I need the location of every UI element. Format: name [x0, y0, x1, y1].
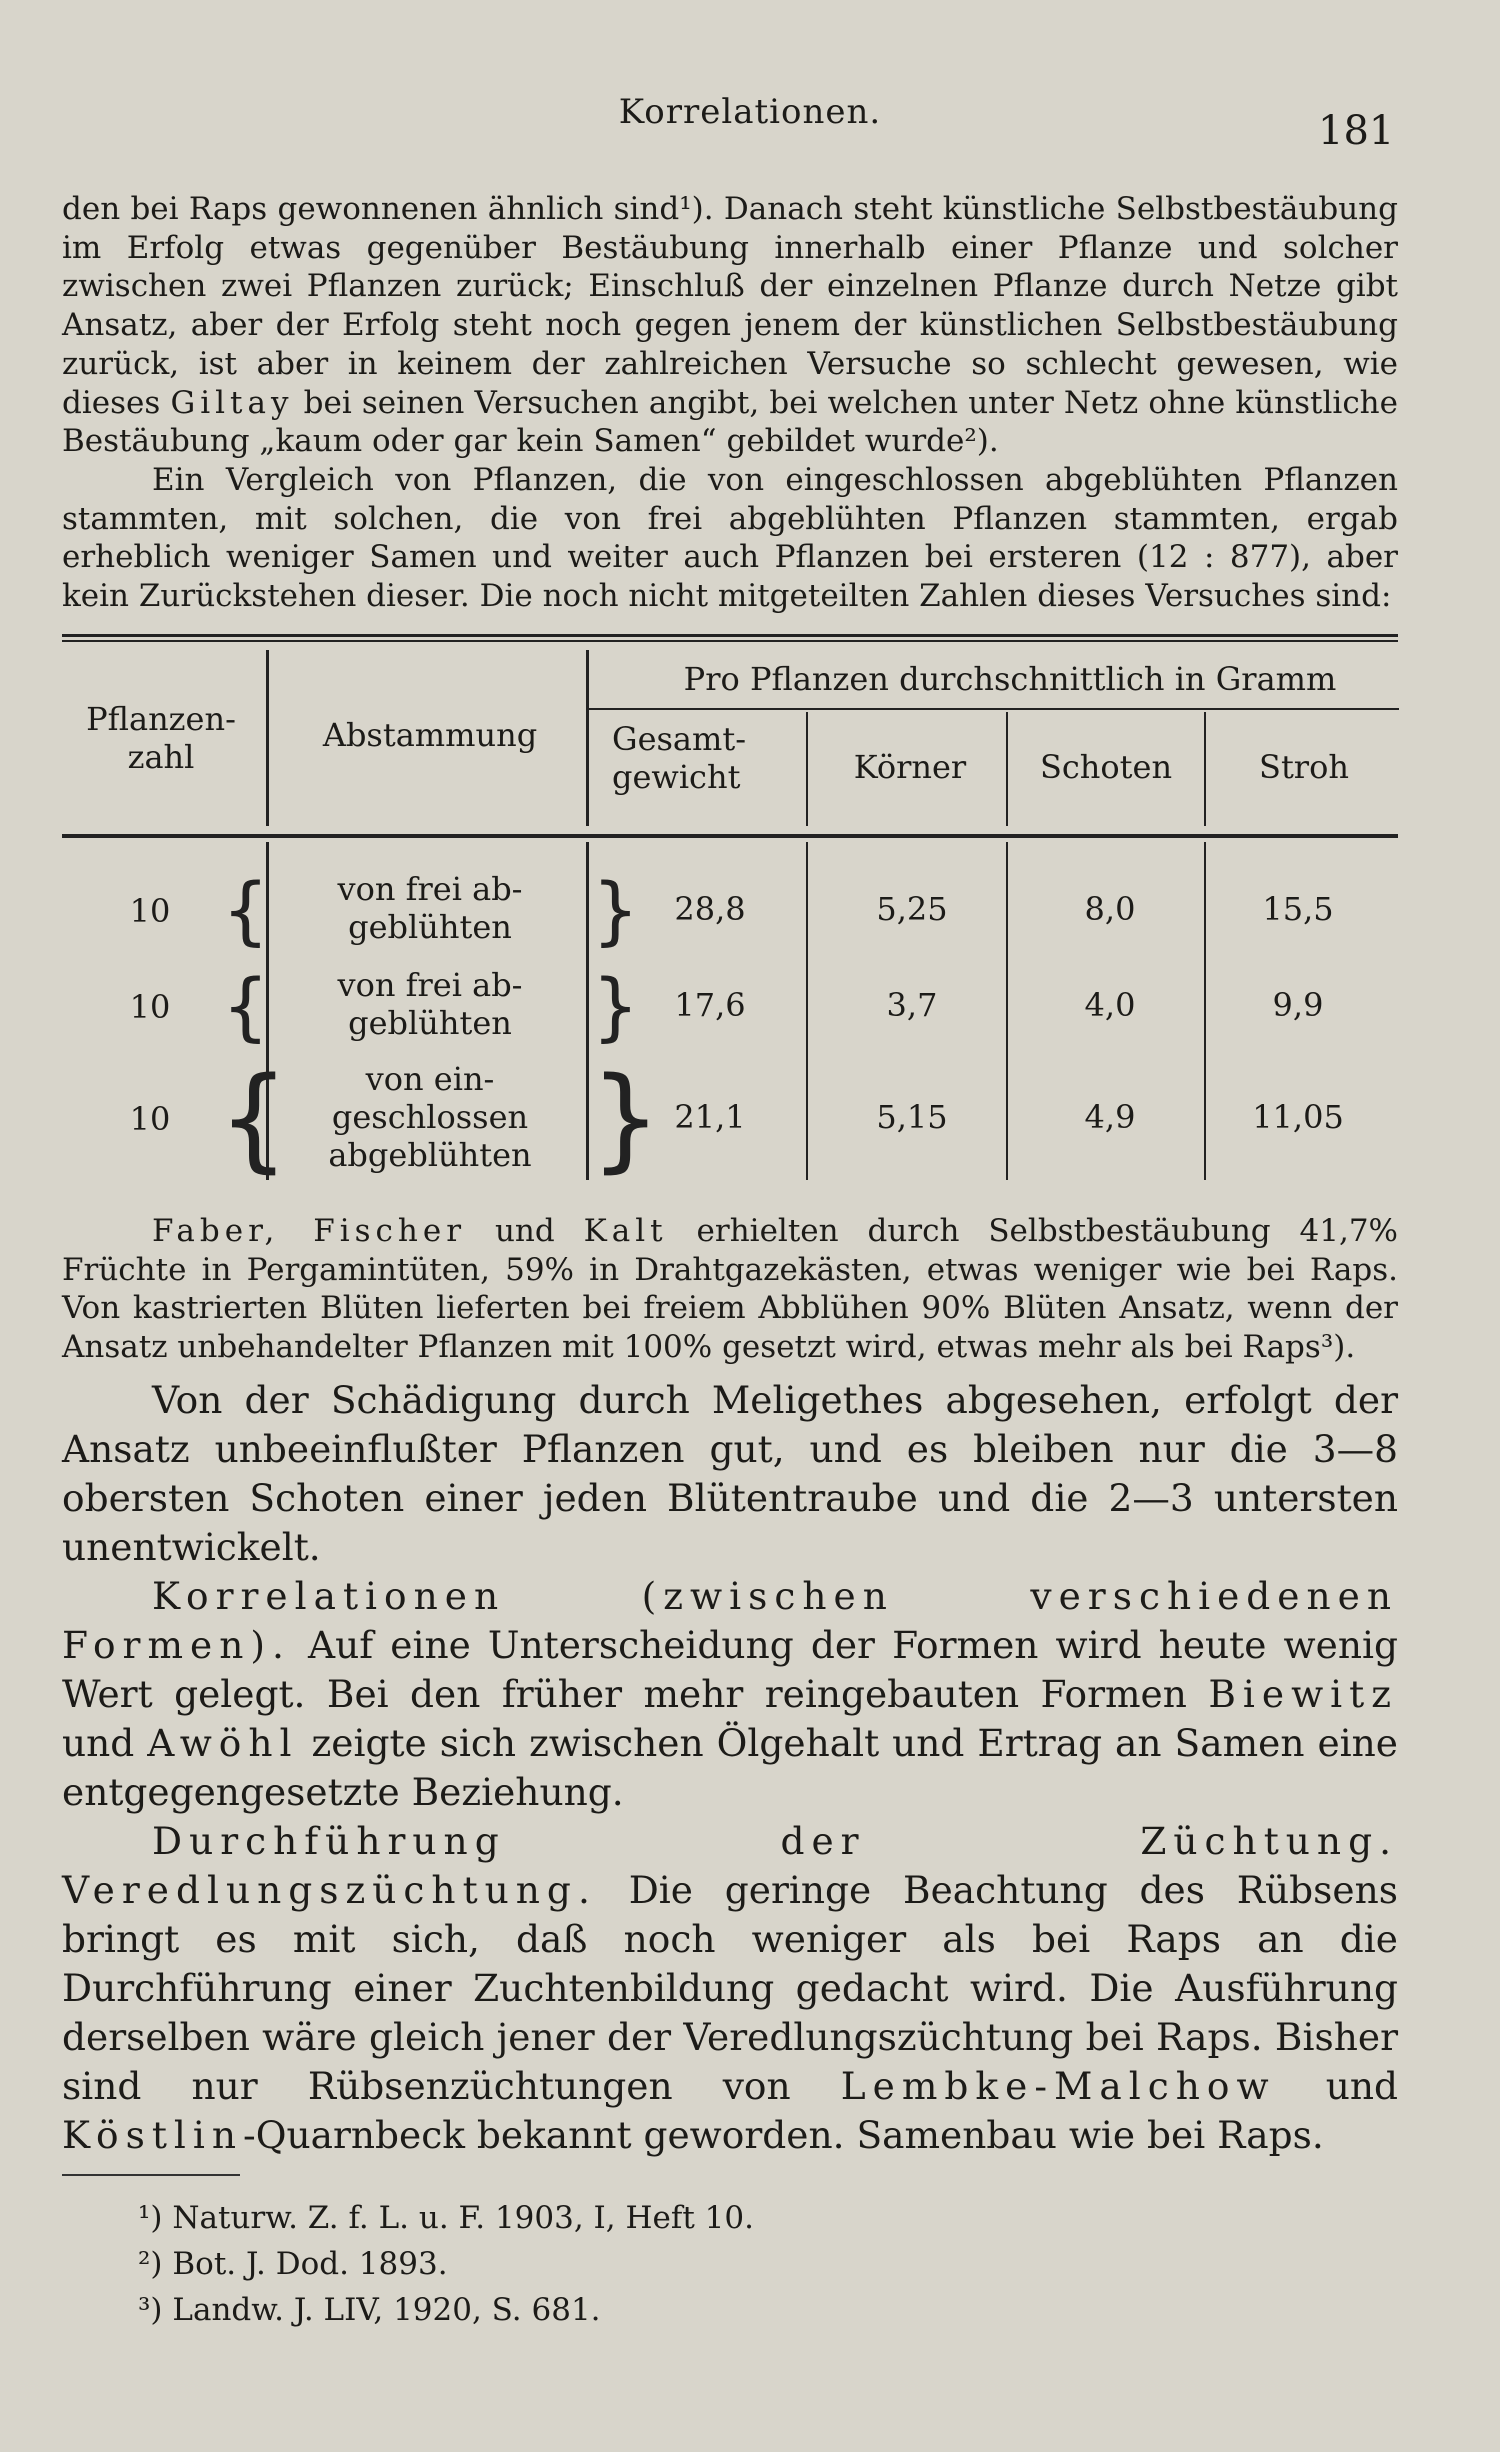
col-header-grains: Körner: [853, 748, 967, 786]
after-table-text: [62, 1212, 1398, 1367]
breeder-koestlin: Köstlin: [62, 2113, 244, 2157]
table-group-header: Pro Pflanzen durchschnittlich in Gramm: [683, 660, 1337, 698]
body-text: [62, 1376, 1398, 2160]
form-biewitz: Biewitz: [1208, 1672, 1398, 1716]
authors: Faber, Fischer: [152, 1213, 467, 1249]
footnote-3: ³) Landw. J. LIV, 1920, S. 681.: [138, 2292, 601, 2328]
footnote-2: ²) Bot. J. Dod. 1893.: [138, 2246, 448, 2282]
after-table-paragraph: Faber, Fischer und Kalt erhielten durch Selbstbestäubung 41,7% Früchte in Pergamintüten, 59% in Drahtgazekästen, etwas weniger wie bei Raps. Von kastrierten Blüten lieferten bei freiem Abblühen 90% Blüten Ansatz, wenn der Ansatz unbehandelter Pflanzen mit 100% gesetzt wird, etwas mehr als bei Raps³).: [62, 1213, 1399, 1366]
table-header-rule: [62, 834, 1398, 838]
brace-icon: }: [590, 1054, 662, 1184]
page: Korrelationen. 181 den bei Raps gewonnenen ähnlich sind¹). Danach steht künstliche Selbstbestäubung im Erfolg etwas gegenüber Bestäubung innerhalb einer Pflanze und solcher zwischen zwei Pflanzen zurück; Einschluß der einzelnen Pflanze durch Netze gibt Ansatz, aber der Erfolg steht noch gegen jenem der künstlichen Selbstbestäubung zurück, ist aber in keinem der zahlreichen Versuche so schlecht gewesen, wie dieses Giltay bei seinen Versuchen angibt, bei welchen unter Netz ohne künstliche Bestäubung „kaum oder gar kein Samen“ gebildet wurde²). Ein Vergleich von Pflanzen, die von eingeschlossen abgeblühten Pflanzen stammten, mit solchen, die von frei abgeblühten Pflanzen stammten, ergab erheblich weniger Samen und weiter auch Pflanzen bei ersteren (12 : 877), aber kein Zurückstehen dieser. Die noch nicht mitgeteilten Zahlen dieses Versuches sind: Pro Pflanzen durchschnittlich in Gramm Pflanzen- zahl Abstammung Gesamt- gewicht Körner Schoten Stroh 10 { von frei ab- geblühten } 28,8 5,25 8,0 15,5 10 { von frei ab- geblühten } 17,6 3,7 4,0 9,9 10 { von ein- geschlossen abgeblühten } 21,1 5,15 4,9 11,05 Faber, Fischer und Kalt erhielten durch Selbstbestäubung 41,7% Früchte in Pergamintüten, 59% in Drahtgazekästen, etwas weniger wie bei Raps. Von kastrierten Blüten lieferten bei freiem Abblühen 90% Blüten Ansatz, wenn der Ansatz unbehandelter Pflanzen mit 100% gesetzt wird, etwas mehr als bei Raps³). Von der Schädigung durch Meligethes abgesehen, erfolgt der Ansatz unbeeinflußter Pflanzen gut, und es bleiben nur die 3—8 obersten Schoten einer jeden Blütentraube und die 2—3 untersten unentwickelt. Korrelationen (zwischen verschiedenen Formen). Auf eine Unterscheidung der Formen wird heute wenig Wert gelegt. Bei den früher mehr reingebauten Formen Biewitz und Awöhl zeigte sich zwischen Ölgehalt und Ertrag an Samen eine entgegengesetzte Beziehung. Durchführung der Züchtung. Veredlungszüchtung. Die geringe Beachtung des Rübsens bringt es mit sich, daß noch weniger als bei Raps an die Durchführung einer Zuchtenbildung gedacht wird. Die Ausführung derselben wäre gleich jener der Veredlungszüchtung bei Raps. Bisher sind nur Rübsenzüchtungen von Lembke-Malchow und Köstlin-Quarnbeck bekannt geworden. Samenbau wie bei Raps. ¹) Naturw. Z. f. L. u. F. 1903, I, Heft 10. ²) Bot. J. Dod. 1893. ³) Landw. J. LIV, 1920, S. 681.: [0, 0, 1500, 2452]
body-paragraph-1: Von der Schädigung durch Meligethes abgesehen, erfolgt der Ansatz unbeeinflußter Pflanzen gut, und es bleiben nur die 3—8 obersten Schoten einer jeden Blütentraube und die 2—3 untersten unentwickelt.: [62, 1378, 1398, 1569]
col-header-count: Pflanzen- zahl: [86, 700, 236, 776]
section-heading-korrelationen: Korrelationen (zwischen verschiedenen Formen).: [62, 1574, 1398, 1667]
col-header-total: Gesamt- gewicht: [612, 720, 747, 796]
body-paragraph-2: Korrelationen (zwischen verschiedenen Formen). Auf eine Unterscheidung der Formen wird heute wenig Wert gelegt. Bei den früher mehr reingebauten Formen Biewitz und Awöhl zeigte sich zwischen Ölgehalt und Ertrag an Samen eine entgegengesetzte Beziehung.: [62, 1574, 1399, 1814]
col-header-pods: Schoten: [1039, 748, 1173, 786]
brace-icon: {: [218, 1054, 290, 1184]
table-top-rule: [62, 634, 1398, 637]
brace-icon: {: [222, 868, 270, 954]
running-head: Korrelationen.: [618, 92, 882, 132]
breeder-lembke: Lembke-Malchow: [840, 2064, 1276, 2108]
col-header-origin: Abstammung: [322, 716, 538, 754]
body-paragraph-3: Durchführung der Züchtung. Veredlungszüchtung. Die geringe Beachtung des Rübsens bringt es mit sich, daß noch weniger als bei Raps an die Durchführung einer Zuchtenbildung gedacht wird. Die Ausführung derselben wäre gleich jener der Veredlungszüchtung bei Raps. Bisher sind nur Rübsenzüchtungen von Lembke-Malchow und Köstlin-Quarnbeck bekannt geworden. Samenbau wie bei Raps.: [62, 1819, 1399, 2157]
footnote-1: ¹) Naturw. Z. f. L. u. F. 1903, I, Heft 10.: [138, 2200, 754, 2236]
section-heading-zuechtung: Durchführung der Züchtung. Veredlungszüchtung.: [62, 1819, 1398, 1912]
col-header-straw: Stroh: [1259, 748, 1349, 786]
author-kalt: Kalt: [583, 1213, 668, 1249]
form-awoehl: Awöhl: [147, 1721, 299, 1765]
table-top-rule-2: [62, 640, 1398, 642]
intro-text: [62, 190, 1398, 616]
brace-icon: }: [592, 868, 640, 954]
brace-icon: }: [592, 964, 640, 1050]
brace-icon: {: [222, 964, 270, 1050]
page-number: 181: [1318, 108, 1395, 154]
author-giltay: Giltay: [170, 384, 294, 421]
footnote-rule: [62, 2174, 240, 2176]
intro-paragraph-1: den bei Raps gewonnenen ähnlich sind¹). Danach steht künstliche Selbstbestäubung im Erfolg etwas gegenüber Bestäubung innerhalb einer Pflanze und solcher zwischen zwei Pflanzen zurück; Einschluß der einzelnen Pflanze durch Netze gibt Ansatz, aber der Erfolg steht noch gegen jenem der künstlichen Selbstbestäubung zurück, ist aber in keinem der zahlreichen Versuche so schlecht gewesen, wie dieses Giltay bei seinen Versuchen angibt, bei welchen unter Netz ohne künstliche Bestäubung „kaum oder gar kein Samen“ gebildet wurde²).: [62, 191, 1398, 460]
intro-paragraph-2: Ein Vergleich von Pflanzen, die von eingeschlossen abgeblühten Pflanzen stammten, mit solchen, die von frei abgeblühten Pflanzen stammten, ergab erheblich weniger Samen und weiter auch Pflanzen bei ersteren (12 : 877), aber kein Zurückstehen dieser. Die noch nicht mitgeteilten Zahlen dieses Versuches sind:: [62, 461, 1398, 615]
